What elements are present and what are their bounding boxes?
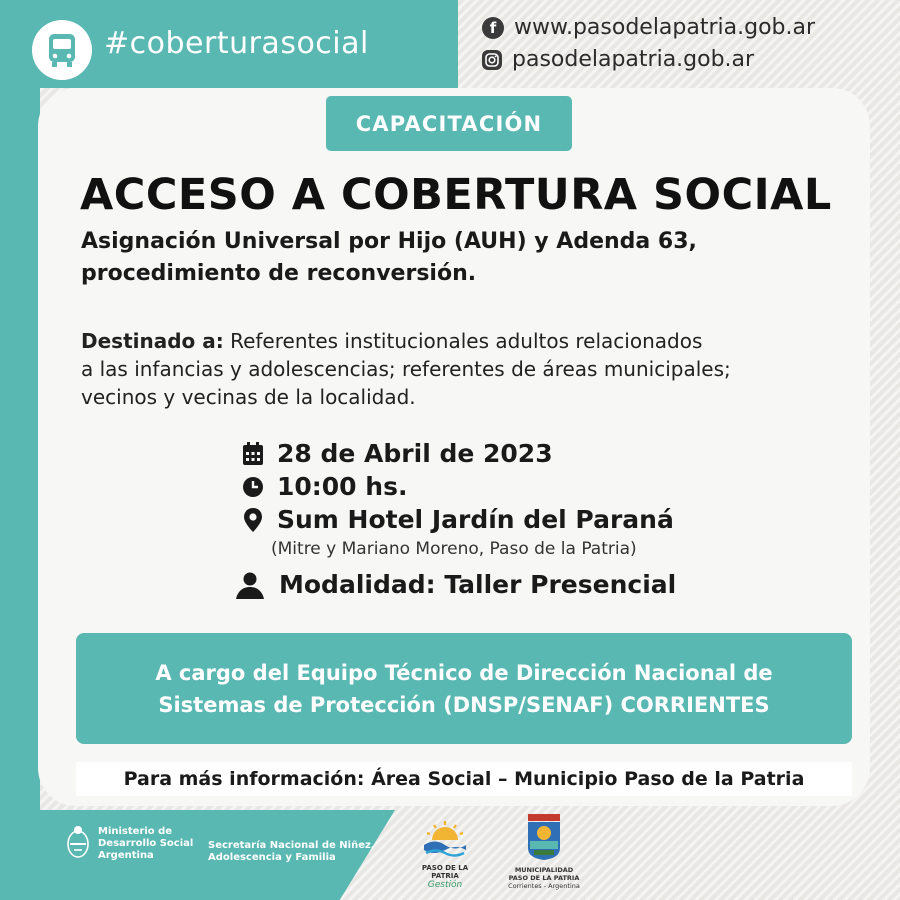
person-icon xyxy=(233,572,267,598)
municipal-crest-icon xyxy=(522,812,566,862)
audience-text xyxy=(81,327,871,411)
muni-line-2: PASO DE LA PATRIA xyxy=(508,874,580,882)
instagram-handle: pasodelapatria.gob.ar xyxy=(512,47,755,72)
event-place: Sum Hotel Jardín del Paraná xyxy=(277,505,674,534)
time-row xyxy=(241,472,407,501)
bus-icon xyxy=(45,31,79,69)
date-row xyxy=(241,439,553,468)
facebook-url: www.pasodelapatria.gob.ar xyxy=(514,15,816,40)
clock-icon xyxy=(241,474,265,500)
ministry-line-3: Argentina xyxy=(98,850,154,861)
ministry-line-1: Ministerio de xyxy=(98,826,173,837)
ministry-line-2: Desarrollo Social xyxy=(98,838,194,849)
event-mode: Modalidad: Taller Presencial xyxy=(279,570,677,599)
more-info-banner: Para más información: Área Social – Municipio Paso de la Patria xyxy=(76,762,852,796)
teal-side-band xyxy=(0,0,40,810)
instagram-icon xyxy=(482,50,502,70)
organizer-line-1: A cargo del Equipo Técnico de Dirección Nacional de xyxy=(155,660,773,685)
organizer-line-2: Sistemas de Protección (DNSP/SENAF) CORRIENTES xyxy=(158,692,770,717)
mode-row xyxy=(233,570,676,599)
event-address: (Mitre y Mariano Moreno, Paso de la Patria) xyxy=(271,539,637,559)
audience-line-1: Referentes institucionales adultos relacionados xyxy=(223,329,703,353)
organizer-panel xyxy=(76,633,852,744)
category-badge: CAPACITACIÓN xyxy=(326,96,572,151)
facebook-icon: f xyxy=(482,17,504,39)
secretariat-line-1: Secretaría Nacional de Niñez, xyxy=(208,840,375,851)
event-date: 28 de Abril de 2023 xyxy=(277,439,553,468)
calendar-icon xyxy=(241,441,265,467)
muni-line-3: Corrientes - Argentina xyxy=(508,882,580,890)
subtitle-line-1: Asignación Universal por Hijo (AUH) y Adenda 63, xyxy=(81,229,697,254)
hashtag-text: #coberturasocial xyxy=(104,26,369,61)
paso-caption: PASO DE LA PATRIA xyxy=(421,864,469,880)
sun-wave-logo-icon xyxy=(418,818,472,858)
audience-line-3: vecinos y vecinas de la localidad. xyxy=(81,385,416,409)
argentina-seal-icon xyxy=(66,824,90,862)
page-title: ACCESO A COBERTURA SOCIAL xyxy=(80,170,832,220)
paso-script: Gestión xyxy=(427,880,463,890)
secretariat-logo-text xyxy=(208,840,375,864)
secretariat-line-2: Adolescencia y Familia xyxy=(208,852,336,863)
place-row xyxy=(241,505,674,534)
audience-line-2: a las infancias y adolescencias; referentes de áreas municipales; xyxy=(81,357,731,381)
paso-de-la-patria-logo xyxy=(410,818,480,888)
municipality-logo xyxy=(508,812,580,892)
audience-label: Destinado a: xyxy=(81,329,224,353)
event-time: 10:00 hs. xyxy=(277,472,408,501)
subtitle-line-2: procedimiento de reconversión. xyxy=(81,261,477,286)
ministry-logo-text xyxy=(98,826,193,862)
map-pin-icon xyxy=(241,507,265,533)
subtitle xyxy=(81,226,861,290)
muni-line-1: MUNICIPALIDAD xyxy=(514,866,574,874)
bus-logo xyxy=(32,20,92,80)
facebook-link[interactable] xyxy=(482,15,815,40)
instagram-link[interactable] xyxy=(482,47,754,72)
